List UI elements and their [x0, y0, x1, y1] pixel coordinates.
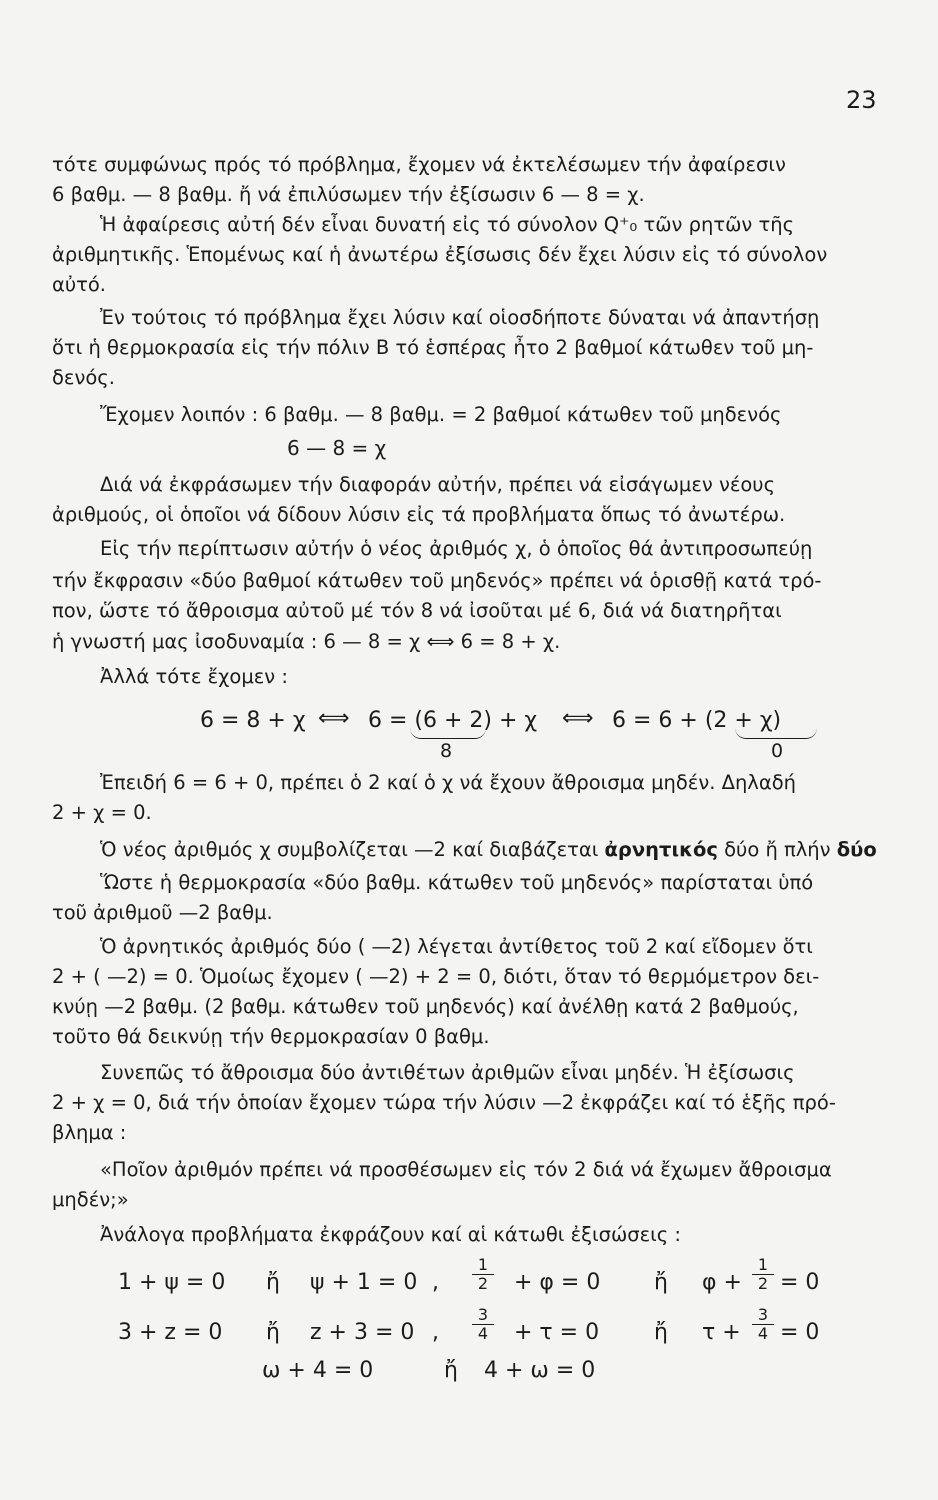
text-line: μηδέν;»	[52, 1188, 129, 1211]
or-word: ἤ	[444, 1358, 458, 1383]
equivalence-arrow: ⟺	[318, 706, 350, 731]
text-line: Εἰς τήν περίπτωσιν αὐτήν ὁ νέος ἀριθμός χ, ὁ ὁποῖος θά ἀντιπροσωπεύῃ	[100, 537, 813, 560]
equation: ω + 4 = 0	[262, 1358, 374, 1383]
text-line: Ὁ ἀρνητικός ἀριθμός δύο ( —2) λέγεται ἀντίθετος τοῦ 2 καί εἴδομεν ὅτι	[100, 935, 813, 958]
denominator: 2	[757, 1274, 769, 1293]
text-line: 2 + χ = 0, διά τήν ὁποίαν ἔχομεν τώρα τήν λύσιν —2 ἐκφράζει καί τό ἑξῆς πρό-	[52, 1091, 836, 1114]
equation: 1 + ψ = 0	[118, 1270, 226, 1295]
or-word: ἤ	[654, 1320, 668, 1345]
or-word: ἤ	[654, 1270, 668, 1295]
equation-part: 6 = 6 + (2 + χ)	[612, 708, 782, 733]
equation: 3 + z = 0	[118, 1320, 223, 1345]
text-line: Ἀνάλογα προβλήματα ἐκφράζουν καί αἱ κάτωθι ἐξισώσεις :	[100, 1223, 681, 1246]
denominator: 2	[477, 1274, 489, 1293]
equation-part: 6 = (6 + 2) + χ	[368, 708, 538, 733]
fraction	[752, 1257, 774, 1292]
comma: ,	[432, 1270, 439, 1295]
text-span: Ὁ νέος ἀριθμός χ συμβολίζεται —2 καί διαβάζεται	[100, 838, 599, 861]
text-line: Ἐν τούτοις τό πρόβλημα ἔχει λύσιν καί οἱοσδήποτε δύναται νά ἀπαντήσῃ	[100, 306, 820, 329]
underbrace	[735, 728, 817, 739]
text-line: ἡ γνωστή μας ἰσοδυναμία : 6 — 8 = χ ⟺ 6 = 8 + χ.	[52, 630, 561, 653]
text-line: τότε συμφώνως πρός τό πρόβλημα, ἔχομεν νά ἐκτελέσωμεν τήν ἀφαίρεσιν	[52, 153, 786, 176]
equation: τ +	[702, 1320, 741, 1345]
fraction	[472, 1307, 494, 1342]
equation: = 0	[780, 1320, 820, 1345]
text-line	[100, 835, 934, 865]
text-line: Συνεπῶς τό ἄθροισμα δύο ἀντιθέτων ἀριθμῶν εἶναι μηδέν. Ἡ ἐξίσωσις	[100, 1061, 795, 1084]
page-number: 23	[846, 86, 877, 114]
equivalence-arrow: ⟺	[562, 706, 594, 731]
text-line: Ἐπειδή 6 = 6 + 0, πρέπει ὁ 2 καί ὁ χ νά ἔχουν ἄθροισμα μηδέν. Δηλαδή	[100, 771, 796, 794]
equation-part: 6 = 8 + χ	[200, 708, 306, 733]
equation: + τ = 0	[514, 1320, 600, 1345]
or-word: ἤ	[266, 1320, 280, 1345]
text-line: τοῦτο θά δεικνύῃ τήν θερμοκρασίαν 0 βαθμ.	[52, 1025, 490, 1048]
brace-label: 0	[771, 740, 784, 762]
text-line: βλημα :	[52, 1121, 127, 1144]
text-line: πον, ὥστε τό ἄθροισμα αὐτοῦ μέ τόν 8 νά ἰσοῦται μέ 6, διά νά διατηρῆται	[52, 599, 782, 622]
underbrace	[410, 728, 486, 739]
bold-term: δύο	[836, 838, 877, 861]
or-word: ἤ	[266, 1270, 280, 1295]
text-line: Ἡ ἀφαίρεσις αὐτή δέν εἶναι δυνατή εἰς τό σύνολον Q⁺₀ τῶν ρητῶν τῆς	[100, 213, 795, 236]
text-line: Διά νά ἐκφράσωμεν τήν διαφοράν αὐτήν, πρέπει νά εἰσάγωμεν νέους	[100, 473, 776, 496]
text-line: 6 βαθμ. — 8 βαθμ. ἤ νά ἐπιλύσωμεν τήν ἐξίσωσιν 6 — 8 = χ.	[52, 183, 645, 206]
text-line: τήν ἔκφρασιν «δύο βαθμοί κάτωθεν τοῦ μηδενός» πρέπει νά ὁρισθῇ κατά τρό-	[52, 569, 822, 592]
text-line: «Ποῖον ἀριθμόν πρέπει νά προσθέσωμεν εἰς τόν 2 διά νά ἔχωμεν ἄθροισμα	[100, 1158, 832, 1181]
equation: + φ = 0	[514, 1270, 601, 1295]
equation: φ +	[702, 1270, 742, 1295]
equation: = 0	[780, 1270, 820, 1295]
subtraction-equation: 6 — 8 = χ	[287, 436, 387, 460]
text-line: δενός.	[52, 366, 115, 389]
text-line: Ὥστε ἡ θερμοκρασία «δύο βαθμ. κάτωθεν τοῦ μηδενός» παρίσταται ὑπό	[100, 871, 814, 894]
text-line: Ἀλλά τότε ἔχομεν :	[100, 665, 288, 688]
fraction	[752, 1307, 774, 1342]
comma: ,	[432, 1320, 439, 1345]
fraction	[472, 1257, 494, 1292]
equation: ψ + 1 = 0	[310, 1270, 418, 1295]
text-line: τοῦ ἀριθμοῦ —2 βαθμ.	[52, 901, 273, 924]
numerator: 1	[477, 1255, 489, 1274]
text-line: ἀριθμούς, οἱ ὁποῖοι νά δίδουν λύσιν εἰς τά προβλήματα ὅπως τό ἀνωτέρω.	[52, 503, 786, 526]
denominator: 4	[757, 1324, 769, 1343]
numerator: 3	[757, 1305, 769, 1324]
text-span: δύο ἤ πλήν	[724, 838, 831, 861]
numerator: 3	[477, 1305, 489, 1324]
text-line: Ἔχομεν λοιπόν : 6 βαθμ. — 8 βαθμ. = 2 βαθμοί κάτωθεν τοῦ μηδενός	[100, 403, 782, 426]
denominator: 4	[477, 1324, 489, 1343]
bold-term: ἀρνητικός	[604, 838, 718, 861]
text-line: ὅτι ἡ θερμοκρασία εἰς τήν πόλιν Β τό ἑσπέρας ἦτο 2 βαθμοί κάτωθεν τοῦ μη-	[52, 336, 814, 359]
brace-label: 8	[440, 740, 453, 762]
equation: z + 3 = 0	[310, 1320, 415, 1345]
text-line: κνύῃ —2 βαθμ. (2 βαθμ. κάτωθεν τοῦ μηδενός) καί ἀνέλθῃ κατά 2 βαθμούς,	[52, 995, 799, 1018]
equation: 4 + ω = 0	[484, 1358, 596, 1383]
text-line: 2 + ( —2) = 0. Ὁμοίως ἔχομεν ( —2) + 2 = 0, διότι, ὅταν τό θερμόμετρον δει-	[52, 965, 820, 988]
text-line: ἀριθμητικῆς. Ἑπομένως καί ἡ ἀνωτέρω ἐξίσωσις δέν ἔχει λύσιν εἰς τό σύνολον	[52, 243, 828, 266]
text-line: αὐτό.	[52, 273, 107, 296]
numerator: 1	[757, 1255, 769, 1274]
text-line: 2 + χ = 0.	[52, 801, 152, 824]
